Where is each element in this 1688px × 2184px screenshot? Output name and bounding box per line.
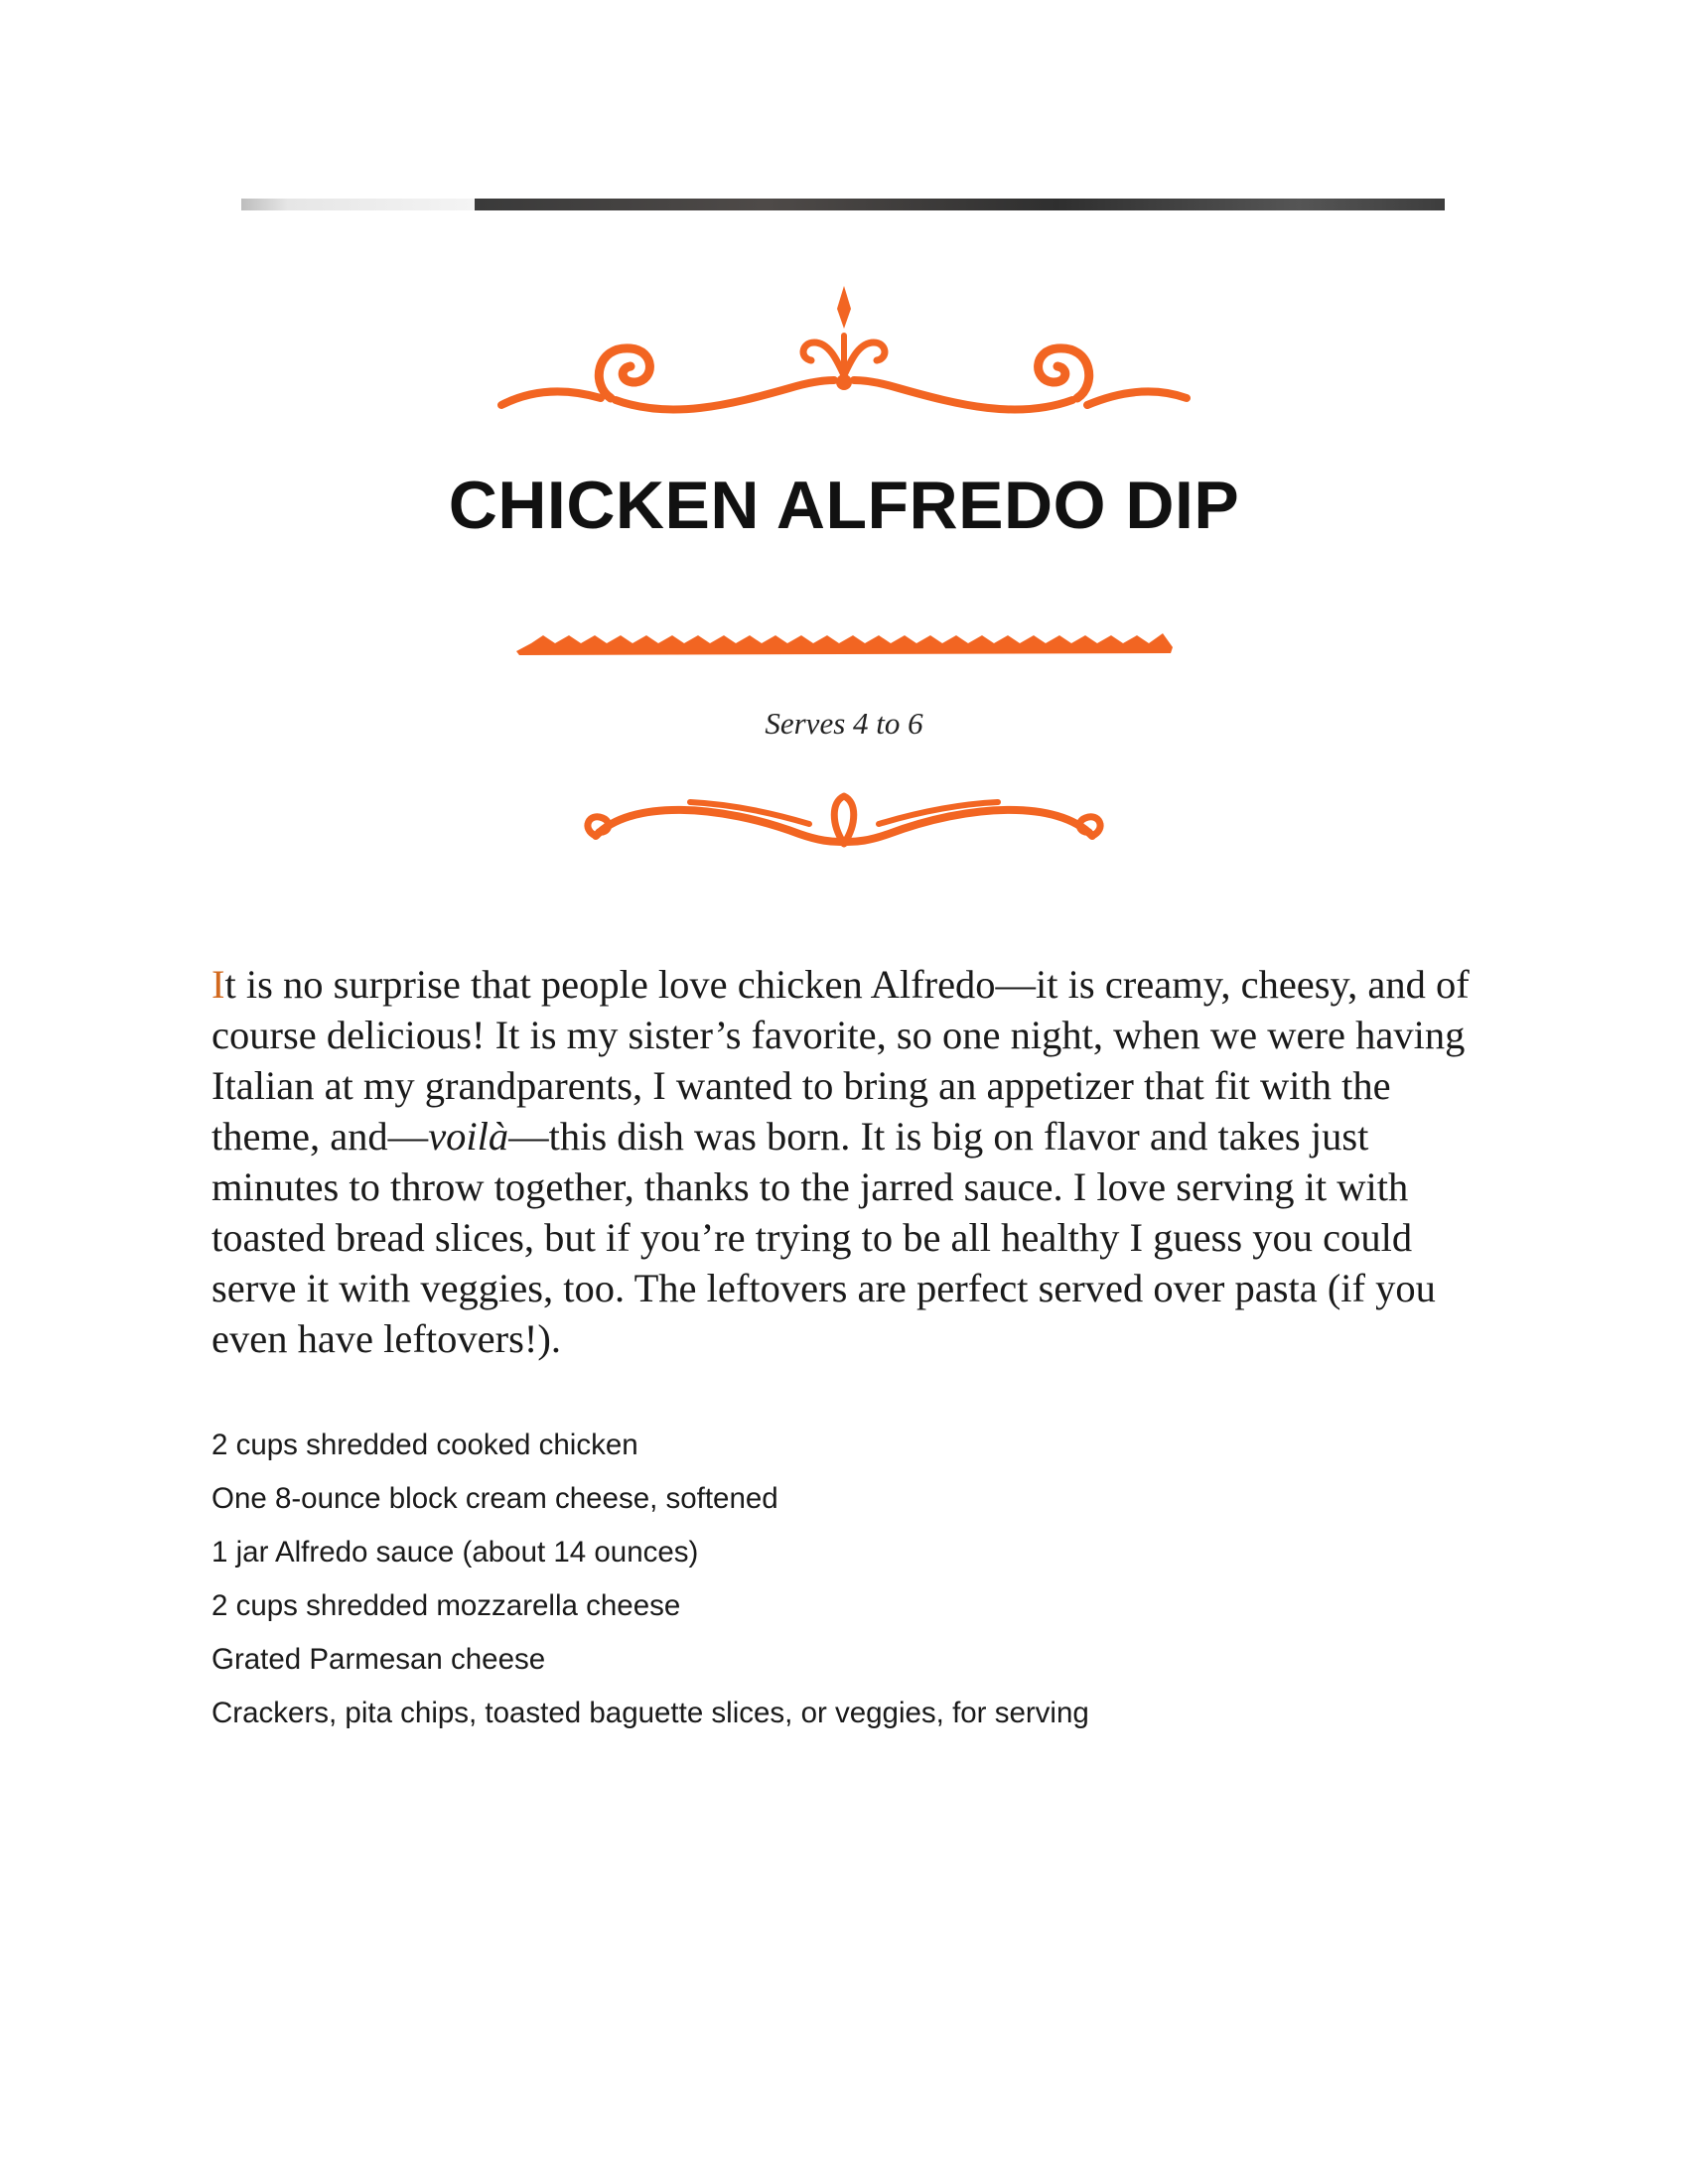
zigzag-divider-ornament	[511, 625, 1177, 659]
intro-emphasis: voilà	[428, 1114, 509, 1159]
ingredient-item: 1 jar Alfredo sauce (about 14 ounces)	[211, 1536, 699, 1569]
ingredient-item: One 8-ounce block cream cheese, softened	[211, 1482, 778, 1515]
recipe-intro-paragraph	[211, 959, 1492, 1364]
ingredient-item: 2 cups shredded cooked chicken	[211, 1429, 638, 1461]
bottom-flourish-ornament	[571, 784, 1117, 864]
ingredients-list	[211, 1427, 1089, 1748]
top-strip-dark-segment	[475, 199, 1445, 210]
ingredient-item: 2 cups shredded mozzarella cheese	[211, 1589, 681, 1622]
serves-text: Serves 4 to 6	[765, 706, 923, 741]
ingredient-item: Grated Parmesan cheese	[211, 1643, 546, 1676]
top-flourish-ornament	[492, 281, 1196, 420]
top-strip-light-segment	[241, 199, 475, 210]
intro-text-part1: t is no surprise that people love chicken Alfredo—it is creamy, cheesy, and of course delicious! It is my sister’s favorite, so one night, when we were having Italian at my grandparents, I wanted to bring an appetizer that fit with the theme, and—	[211, 962, 1470, 1159]
intro-text-part2: —this dish was born. It is big on flavor and takes just minutes to throw together, thanks to the jarred sauce. I love serving it with toasted bread slices, but if you’re trying to be all healthy I guess you could serve it with veggies, too. The leftovers are perfect served over pasta (if you even have leftovers!).	[211, 1114, 1436, 1361]
ingredient-item: Crackers, pita chips, toasted baguette slices, or veggies, for serving	[211, 1697, 1089, 1729]
intro-drop-cap: I	[211, 962, 225, 1007]
recipe-title: CHICKEN ALFREDO DIP	[448, 468, 1240, 543]
top-photo-strip	[241, 199, 1445, 210]
